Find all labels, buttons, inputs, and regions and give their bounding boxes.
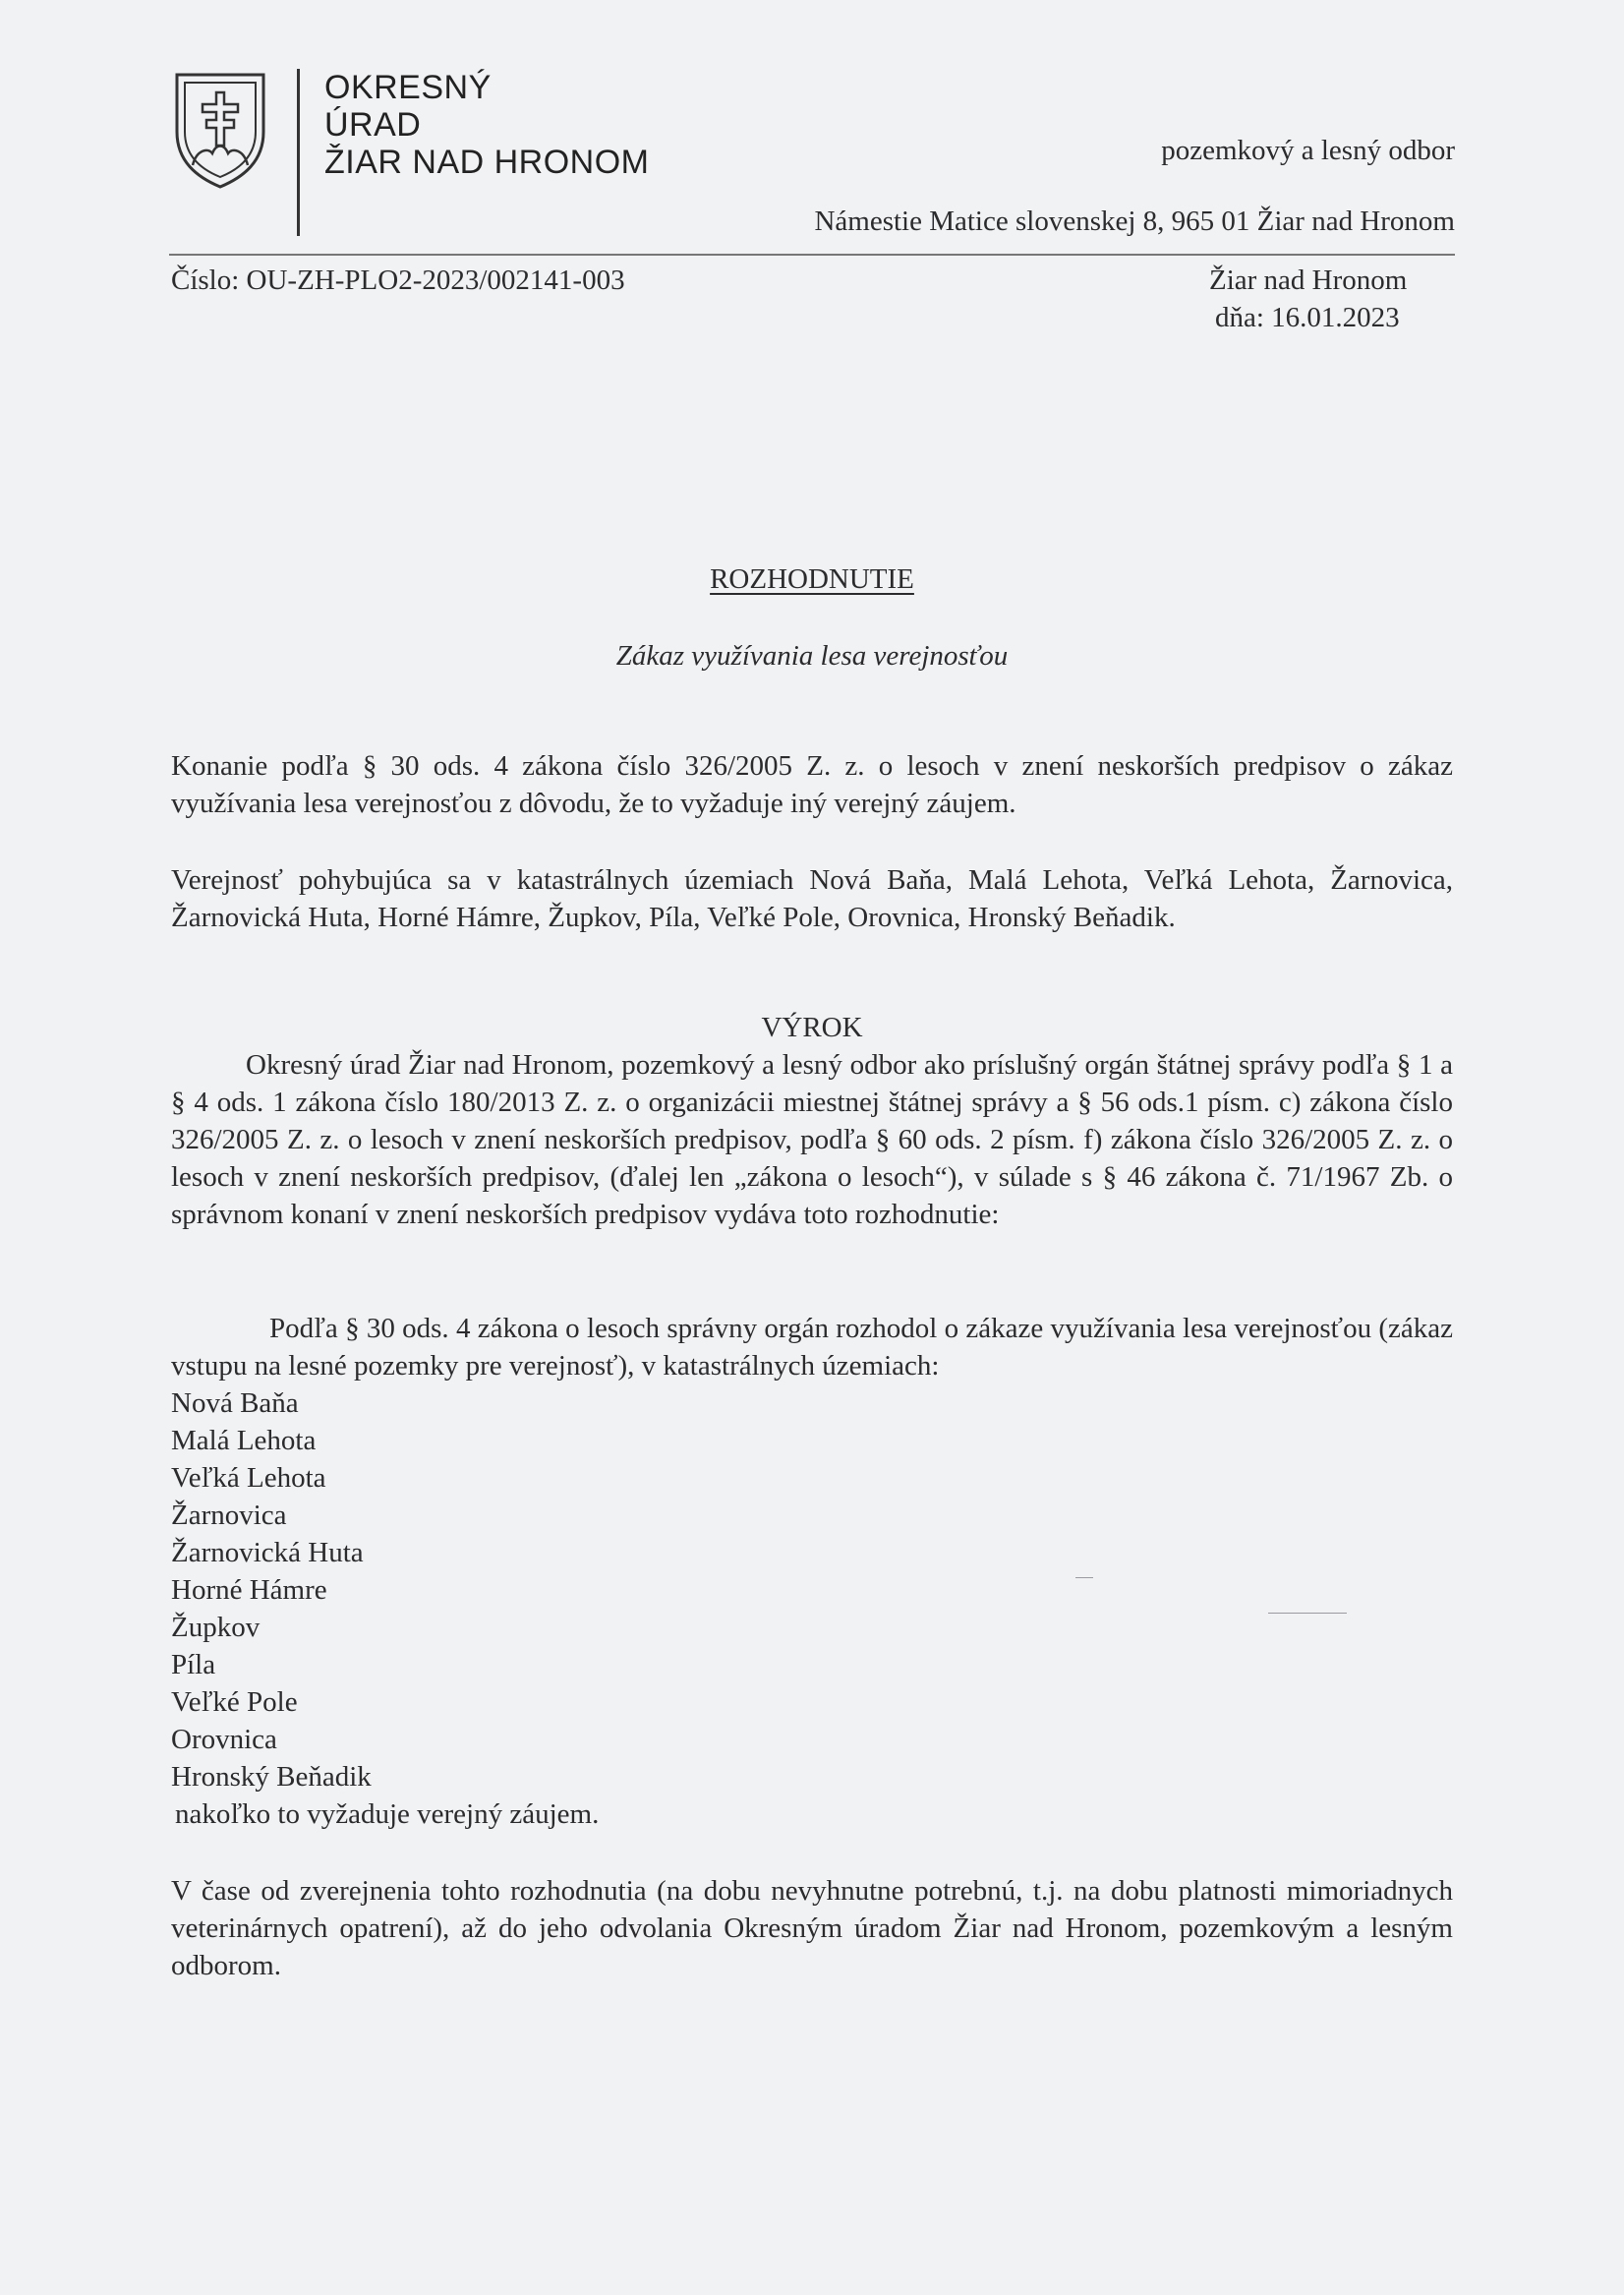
- reference-number: Číslo: OU-ZH-PLO2-2023/002141-003: [171, 265, 625, 296]
- list-item: Horné Hámre: [171, 1574, 327, 1606]
- decision-paragraph: Podľa § 30 ods. 4 zákona o lesoch správny orgán rozhodol o zákaze využívania lesa verejnosťou (zákaz vstupu na lesné pozemky pre verejnosť), v katastrálnych územiach:: [171, 1313, 1453, 1382]
- office-name-line-3: ŽIAR NAD HRONOM: [324, 144, 650, 181]
- list-item: Žarnovica: [171, 1500, 287, 1531]
- list-item: Žarnovická Huta: [171, 1537, 364, 1568]
- list-item: Orovnica: [171, 1724, 277, 1755]
- procedure-paragraph: Konanie podľa § 30 ods. 4 zákona číslo 326/2005 Z. z. o lesoch v znení neskorších predpisov o zákaz využívania lesa verejnosťou z dôvodu, že to vyžaduje iný verejný záujem.: [171, 750, 1453, 819]
- scan-mark: [1268, 1613, 1347, 1614]
- header-rule: [169, 254, 1455, 256]
- list-item: Nová Baňa: [171, 1387, 299, 1419]
- document-subtitle: Zákaz využívania lesa verejnosťou: [615, 640, 1009, 672]
- list-item: Veľké Pole: [171, 1686, 298, 1718]
- list-item: Veľká Lehota: [171, 1462, 326, 1494]
- office-name: [324, 69, 650, 181]
- office-name-line-1: OKRESNÝ: [324, 69, 492, 106]
- slovak-coat-of-arms-icon: [173, 71, 267, 191]
- list-item: Župkov: [171, 1612, 261, 1643]
- document-title: ROZHODNUTIE: [710, 563, 914, 595]
- office-address: Námestie Matice slovenskej 8, 965 01 Žiar nad Hronom: [814, 206, 1455, 237]
- header-divider: [297, 69, 300, 236]
- reason-line: nakoľko to vyžaduje verejný záujem.: [175, 1798, 600, 1830]
- territory-list: [171, 1384, 372, 1795]
- parties-paragraph: Verejnosť pohybujúca sa v katastrálnych územiach Nová Baňa, Malá Lehota, Veľká Lehota, Žarnovica, Žarnovická Huta, Horné Hámre, Župkov, Píla, Veľké Pole, Orovnica, Hronský Beňadik.: [171, 864, 1453, 933]
- office-name-line-2: ÚRAD: [324, 106, 422, 144]
- department-name: pozemkový a lesný odbor: [1161, 135, 1455, 166]
- issue-date: dňa: 16.01.2023: [1215, 302, 1400, 333]
- verdict-intro-paragraph: Okresný úrad Žiar nad Hronom, pozemkový a lesný odbor ako príslušný orgán štátnej správy podľa § 1 a § 4 ods. 1 zákona číslo 180/2013 Z. z. o organizácii miestnej štátnej správy a § 56 ods.1 písm. c) zákona číslo 326/2005 Z. z. o lesoch v znení neskorších predpisov, podľa § 60 ods. 2 písm. f) zákona číslo 326/2005 Z. z. o lesoch v znení neskorších predpisov, (ďalej len „zákona o lesoch“), v súlade s § 46 zákona č. 71/1967 Zb. o správnom konaní v znení neskorších predpisov vydáva toto rozhodnutie:: [171, 1049, 1453, 1230]
- list-item: Píla: [171, 1649, 216, 1680]
- verdict-heading: VÝROK: [761, 1012, 863, 1043]
- issue-place: Žiar nad Hronom: [1209, 265, 1408, 296]
- duration-paragraph: V čase od zverejnenia tohto rozhodnutia (na dobu nevyhnutne potrebnú, t.j. na dobu platnosti mimoriadnych veterinárnych opatrení), až do jeho odvolania Okresným úradom Žiar nad Hronom, pozemkovým a lesným odborom.: [171, 1875, 1453, 1981]
- list-item: Hronský Beňadik: [171, 1761, 372, 1793]
- list-item: Malá Lehota: [171, 1425, 317, 1456]
- scan-mark: [1075, 1577, 1093, 1578]
